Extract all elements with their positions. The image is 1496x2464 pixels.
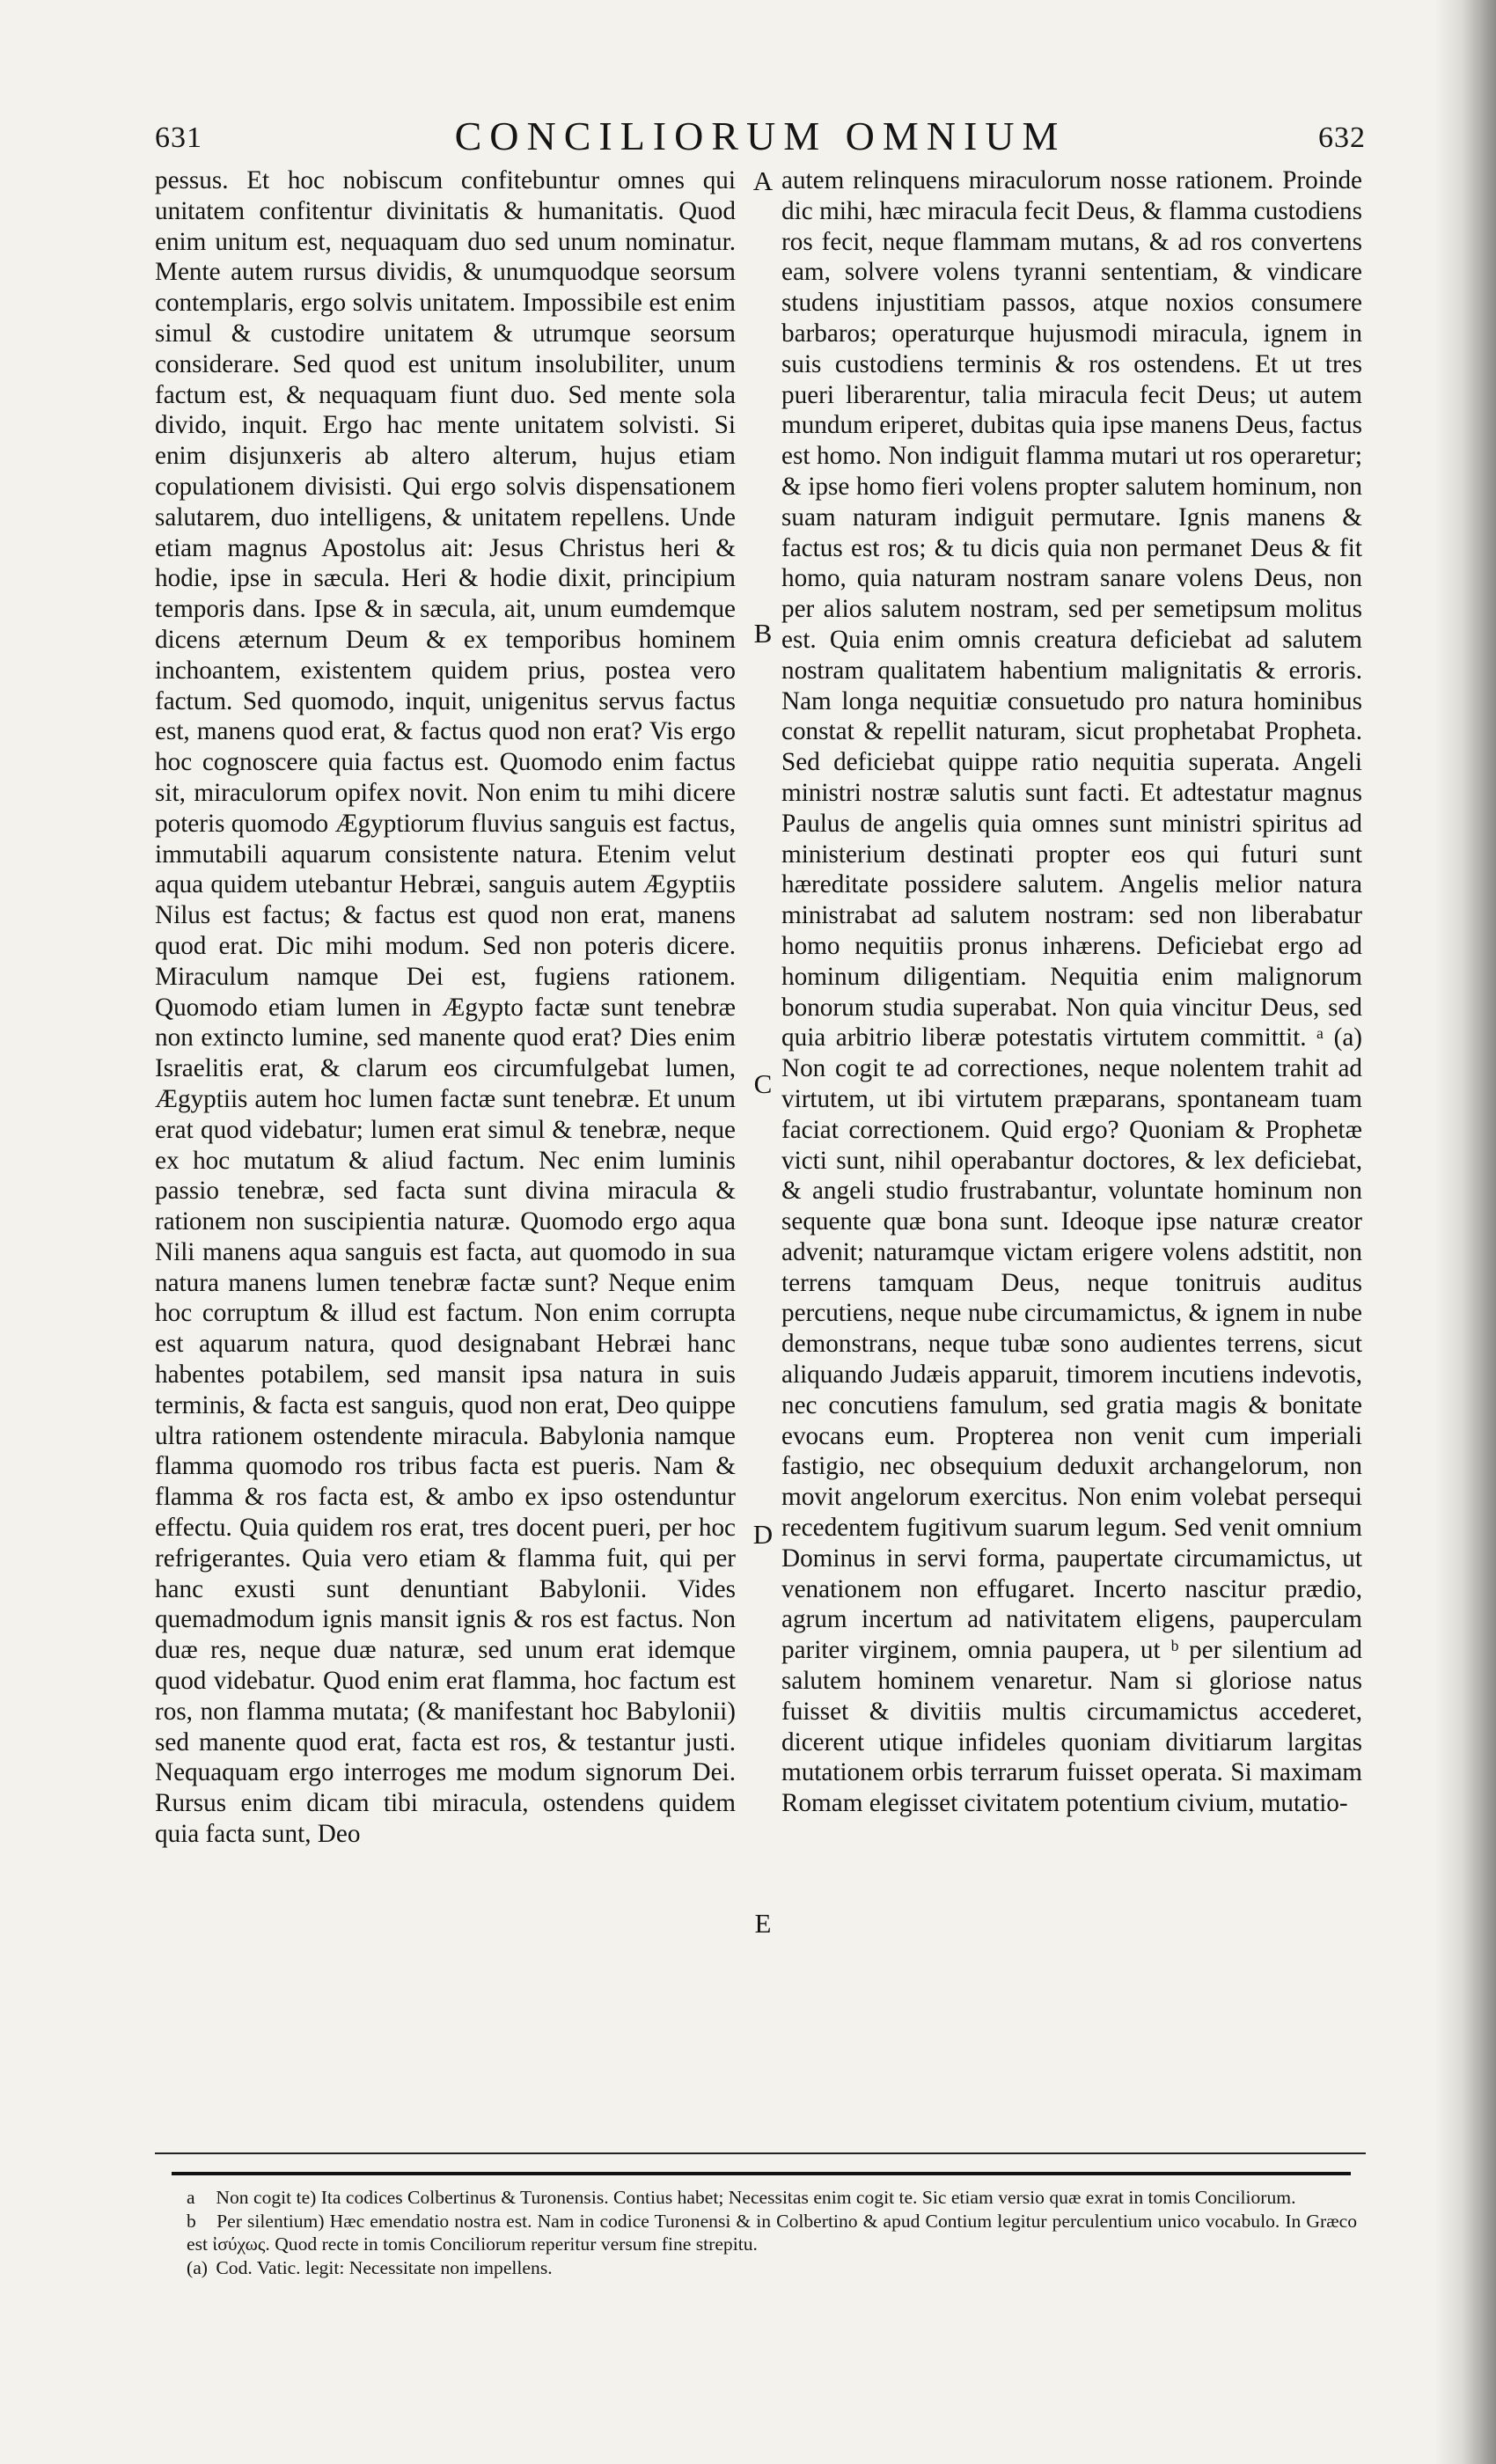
page-number-right: 632 [1318,121,1366,154]
left-column [155,165,736,1850]
margin-letter-a: A [752,165,774,196]
right-column [781,165,1362,1819]
footnote-mark: a [187,2187,195,2208]
footnotes [187,2186,1357,2280]
footnote-text: Per silentium) Hæc emendatio nostra est. Nam in codice Turonensi & in Colbertino & apud Contium legitur perculentium unico vocabulo. In Græco est ἰσύχως. Quod recte in tomis Conciliorum reperitur versum fine strepitu. [187,2211,1357,2255]
scan-edge [1434,0,1496,2464]
running-header [155,113,1366,165]
margin-letter-e: E [754,1908,772,1939]
footnote-mark: (a) [187,2257,208,2278]
right-column-text: autem relinquens miraculorum nosse rationem. Proinde dic mihi, hæc miracula fecit Deus, & flamma custodiens ros fecit, neque flammam mutans, & ad ros convertens eam, solvere volens tyranni sententiam, & vindicare studens injustitiam passos, atque noxios consumere barbaros; operaturque hujusmodi miracula, ignem in suis custodiens terminis & ros ostendens. Et ut tres pueri liberarentur, talia miracula fecit Deus; ut autem mundum eriperet, dubitas quia ipse manens Deus, factus est homo. Non indiguit flamma mutari ut ros operaretur; & ipse homo fieri volens propter salutem hominum, non suam naturam indiguit permutare. Ignis manens & factus est ros; & tu dicis quia non permanet Deus & fit homo, quia naturam nostram sanare volens Deus, non per alios salutem nostram, sed per semetipsum molitus est. Quia enim omnis creatura deficiebat ad salutem nostram qualitatem habentium malignitatis & erroris. Nam longa nequitiæ consuetudo pro natura hominibus constat & repellit naturam, sicut prophetabat Propheta. Sed deficiebat quippe ratio nequitia superata. Angeli ministri nostræ salutis sunt facti. Et adtestatur magnus Paulus de angelis quia omnes sunt ministri spiritus ad ministerium destinati propter eos qui futuri sunt hæreditate possidere salutem. Angelis melior natura ministrabat ad salutem nostram: sed non liberabatur homo nequitiis pronus inhærens. Deficiebat ergo ad hominum diligentiam. Nequitia enim malignorum bonorum studia superabat. Non quia vincitur Deus, sed quia arbitrio liberæ potestatis virtutem committit. ᵃ (a) Non cogit te ad correctiones, neque nolentem trahit ad virtutem, ut ibi virtutem præparans, spontaneam tuam faciat correctionem. Quid ergo? Quoniam & Prophetæ victi sunt, nihil operabantur doctores, & lex deficiebat, & angeli studio frustrabantur, voluntate hominum non sequente quæ bona sunt. Ideoque ipse naturæ creator advenit; naturamque victam erigere volens adstitit, non terrens tamquam Deus, neque tonitruis auditus percutiens, neque nube circumamictus, & ignem in nube demonstrans, neque tubæ sono audientes terrens, sicut aliquando Judæis apparuit, timorem incutiens indevotis, nec concutiens famulum, sed gratia magis & bonitate evocans eum. Propterea non venit cum imperiali fastigio, nec obsequium deduxit archangelorum, non movit angelorum exercitus. Non enim volebat persequi recedentem fugitivum suarum legum. Sed venit omnium Dominus in servi forma, paupertate circumamictus, ut venationem non effugaret. Incerto nascitur prædio, agrum incertum ad nativitatem eligens, pauperculam pariter virginem, omnia paupera, ut ᵇ per silentium ad salutem hominem venaretur. Nam si gloriose natus fuisset & divitiis multis circumamictus accederet, dicerent utique infideles quoniam divitiarum largitas mutationem orbis terrarum fuisset operata. Si maximam Romam elegisset civitatem potentium civium, mutatio- [781,166,1362,1818]
margin-letter-d: D [752,1519,774,1550]
footnote-text: Cod. Vatic. legit: Necessitate non impellens. [216,2257,553,2278]
margin-letter-b: B [753,618,773,649]
page-number-left: 631 [155,121,202,154]
margin-letter-c: C [753,1068,773,1099]
page-title: CONCILIORUM OMNIUM [454,114,1067,158]
footnote-a-paren [187,2256,1357,2279]
left-column-text: pessus. Et hoc nobiscum confitebuntur omnes qui unitatem confitentur divinitatis & humanitatis. Quod enim unitum est, nequaquam duo sed unum nominatur. Mente autem rursus dividis, & unumquodque seorsum contemplaris, ergo solvis unitatem. Impossibile est enim simul & custodire unitatem & utrumque seorsum considerare. Sed quod est unitum insolubiliter, unum factum est, & nequaquam fiunt duo. Sed mente sola divido, inquit. Ergo hac mente unitatem solvisti. Si enim disjunxeris ab altero alterum, hujus etiam copulationem divisisti. Qui ergo solvis dispensationem salutarem, duo intelligens, & unitatem repellens. Unde etiam magnus Apostolus ait: Jesus Christus heri & hodie, ipse in sæcula. Heri & hodie dixit, principium temporis dans. Ipse & in sæcula, ait, unum eumdemque dicens æternum Deum & ex temporibus hominem inchoantem, existentem quidem prius, postea vero factum. Sed quomodo, inquit, unigenitus servus factus est, manens quod erat, & factus quod non erat? Vis ergo hoc cognoscere quia factus est. Quomodo enim factus sit, miraculorum opifex novit. Non enim tu mihi dicere poteris quomodo Ægyptiorum fluvius sanguis est factus, immutabili aquarum consistente natura. Etenim velut aqua quidem utebantur Hebræi, sanguis autem Ægyptiis Nilus est factus; & factus est quod non erat, manens quod erat. Dic mihi modum. Sed non poteris dicere. Miraculum namque Dei est, fugiens rationem. Quomodo etiam lumen in Ægypto factæ sunt tenebræ non extincto lumine, sed manente quod erat? Dies enim Israelitis erat, & clarum eos circumfulgebat lumen, Ægyptiis autem hoc lumen factæ sunt tenebræ. Et unum erat quod videbatur; lumen erat simul & tenebræ, neque ex hoc mutatum & aliud factum. Nec enim luminis passio tenebræ, sed facta sunt divina miracula & rationem non suscipientia naturæ. Quomodo ergo aqua Nili manens aqua sanguis est facta, aut quomodo in sua natura manens lumen tenebræ factæ sunt? Neque enim hoc corruptum & illud est factum. Non enim corrupta est aquarum natura, quod designabant Hebræi hanc habentes potabilem, sed mansit ipsa natura in suis terminis, & facta est sanguis, quod non erat, Deo quippe ultra rationem ostendente miracula. Babylonia namque flamma quomodo ros tribus facta est pueris. Nam & flamma & ros facta est, & ambo ex ipso ostenduntur effectu. Quia quidem ros erat, tres docent pueri, per hoc refrigerantes. Quia vero etiam & flamma fuit, qui per hanc exusti sunt denuntiant Babylonii. Vides quemadmodum ignis mansit ignis & ros est factus. Non duæ res, neque duæ naturæ, sed unum erat idemque quod videbatur. Quod enim erat flamma, hoc factum est ros, non flamma mutata; (& manifestant hoc Babylonii) sed manente quod erat, facta est ros, & testantur justi. Nequaquam ergo interroges me modum signorum Dei. Rursus enim dicam tibi miracula, ostendens quidem quia facta sunt, Deo [155,166,736,1849]
footnote-rule-thick [172,2172,1351,2175]
footnote-mark: b [187,2211,196,2232]
footnote-a [187,2186,1357,2209]
footnote-rule-thin [155,2152,1366,2154]
footnote-b [187,2210,1357,2255]
footnote-text: Non cogit te) Ita codices Colbertinus & Turonensis. Contius habet; Necessitas enim cogit te. Sic etiam versio quæ exrat in tomis Conciliorum. [216,2187,1296,2208]
